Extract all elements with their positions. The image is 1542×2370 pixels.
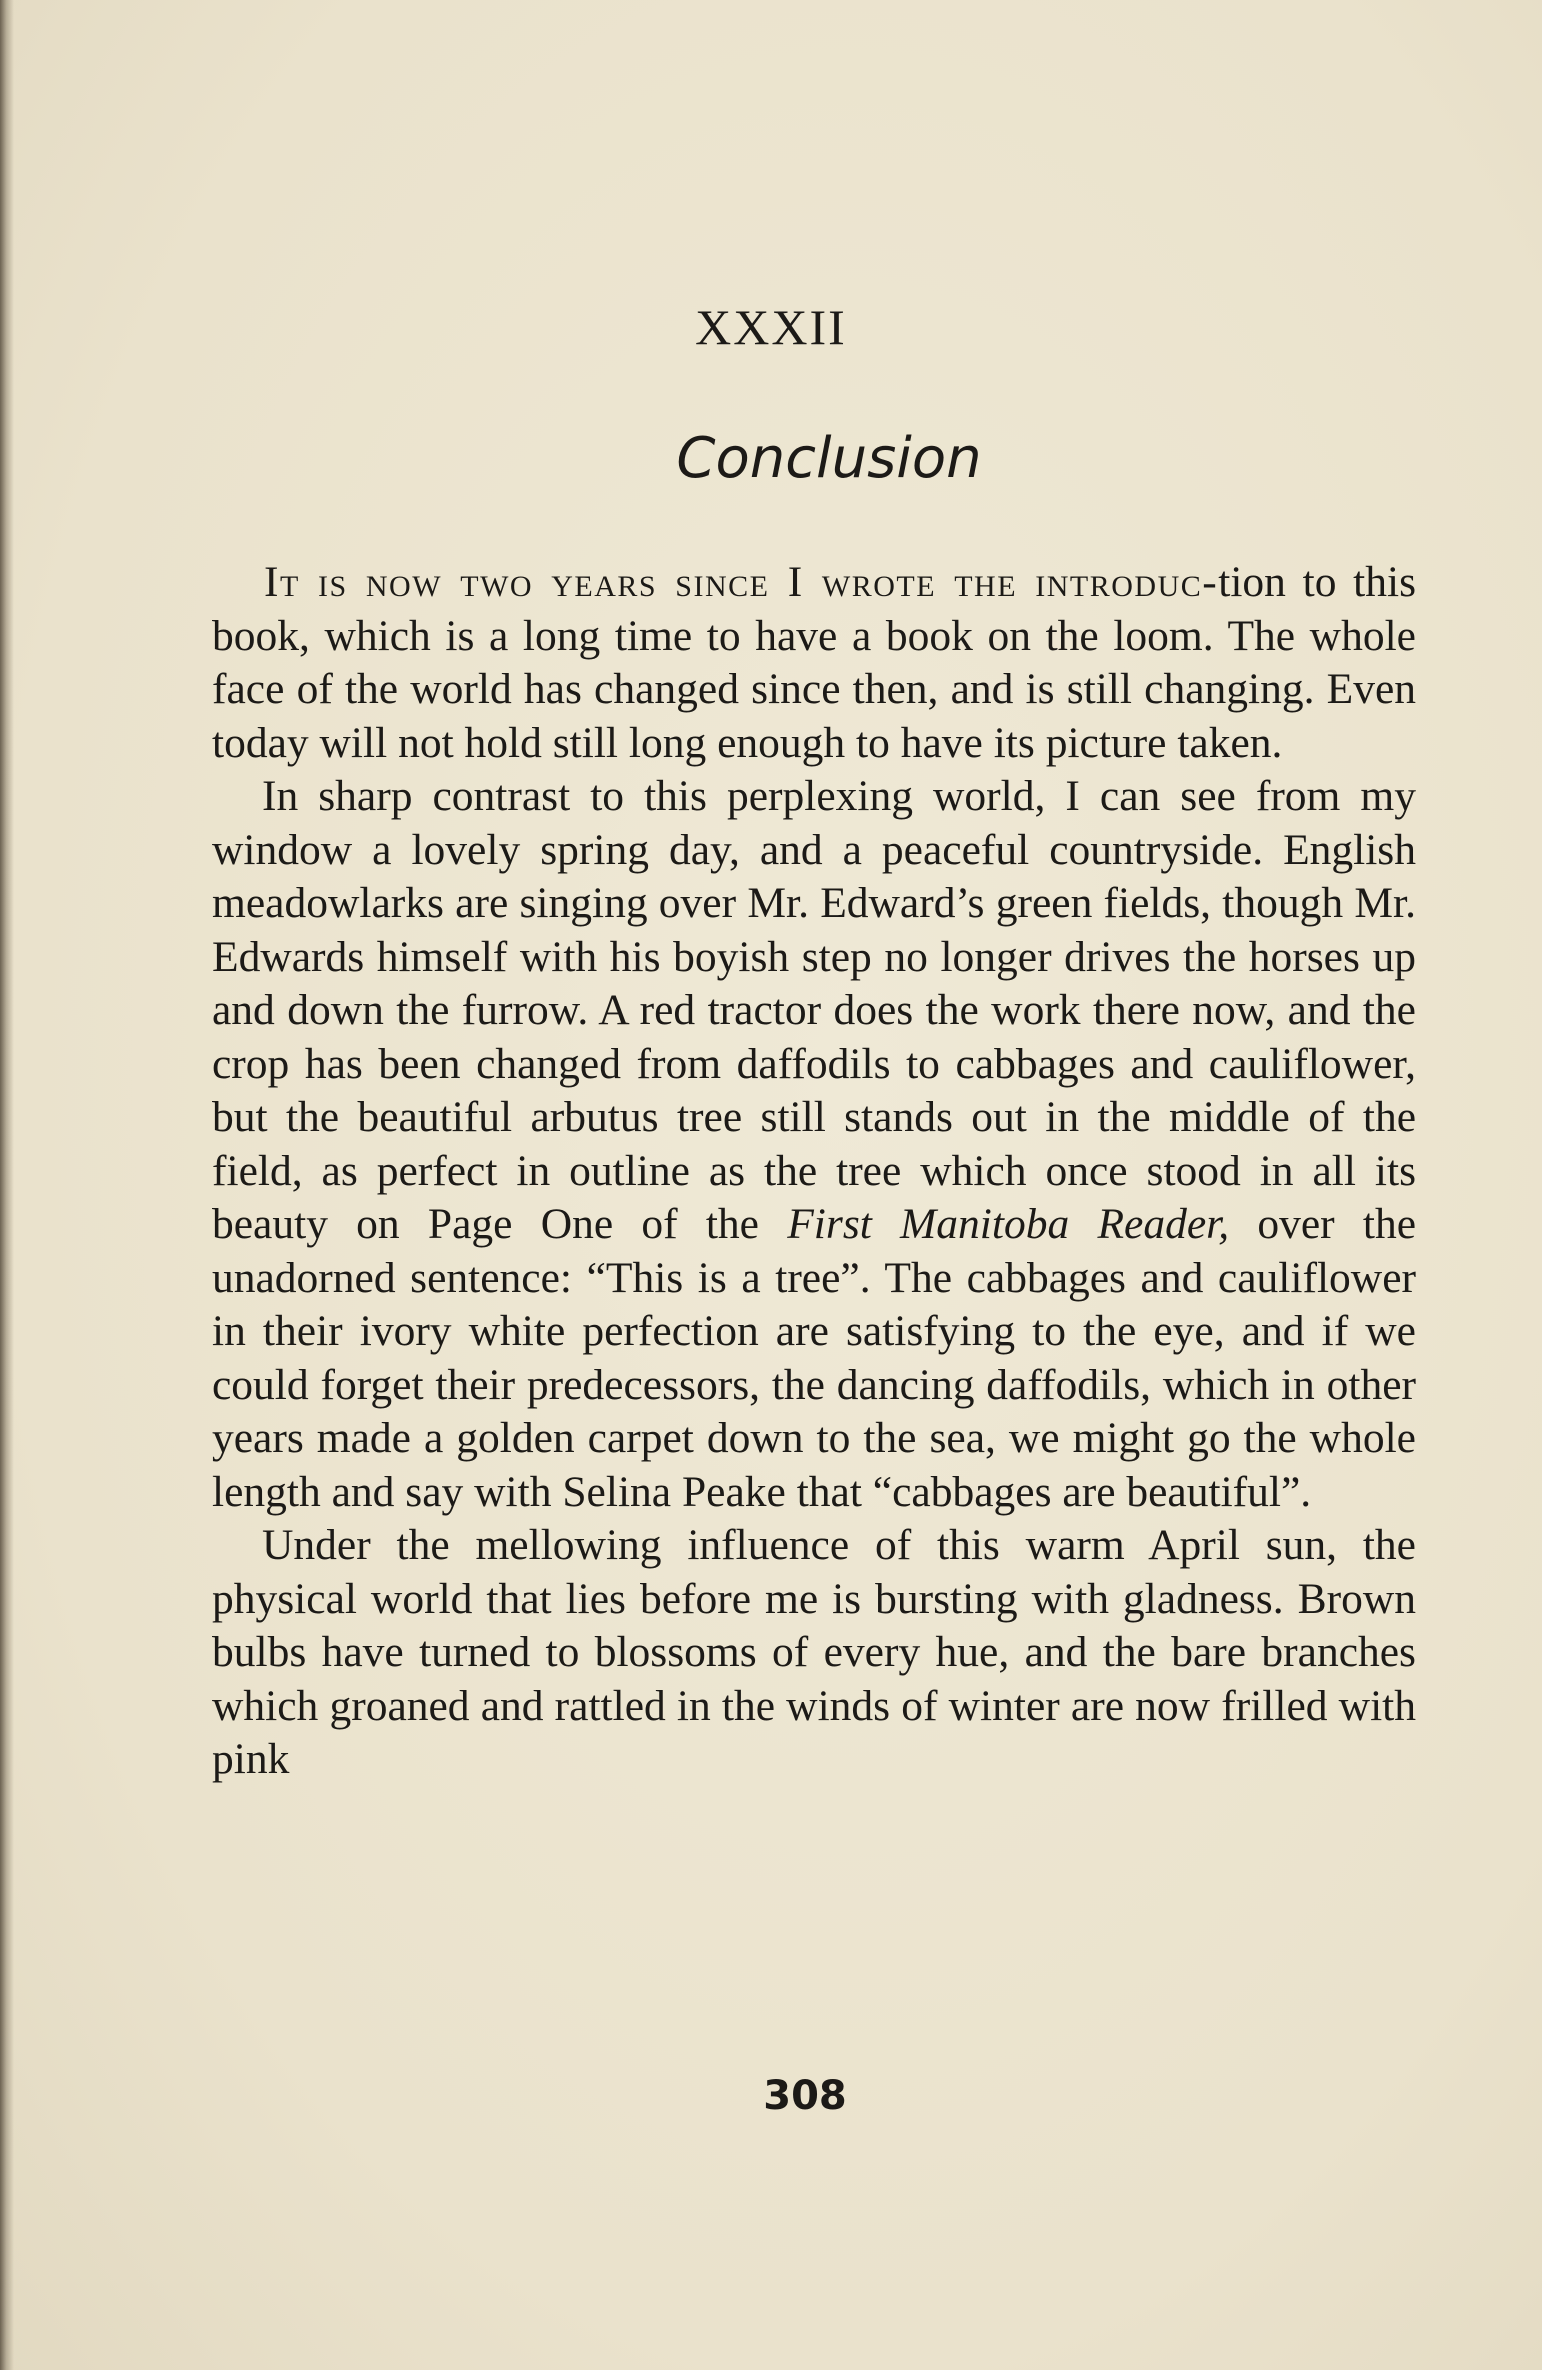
paragraph-3-text: Under the mellowing influence of this warm April sun, the physical world that lies before me is bursting with gladness. Brown bulbs have turned to blossoms of every hue, and the bare branches which groaned and rattled in the winds of winter are now frilled with pink (212, 1521, 1416, 1783)
paragraph-2 (212, 770, 1416, 1519)
paragraph-2-text-a: In sharp contrast to this perplexing world, I can see from my window a lovely spring day, and a peaceful countryside. English meadowlarks are singing over Mr. Edward’s green fields, though Mr. Edwards himself with his boyish step no longer drives the horses up and down the furrow. A red tractor does the work there now, and the crop has been changed from daffodils to cabbages and cauliflower, but the beautiful arbutus tree still stands out in the middle of the field, as perfect in outline as the tree which once stood in all its beauty on Page One of the (212, 772, 1416, 1248)
paragraph-3 (212, 1519, 1416, 1787)
paragraph-1 (212, 556, 1416, 770)
book-title-italic: First Manitoba Reader, (787, 1200, 1230, 1248)
paragraph-1-text: tion to this book, which is a long time to have a book on the loom. The whole face of the world has changed since then, and is still changing. Even today will not hold still long enough to have its picture taken. (212, 558, 1417, 767)
page-number: 308 (763, 2073, 847, 2119)
paragraph-2-text-b: over the unadorned sentence: “This is a tree”. The cabbages and cauliflower in their ivory white perfection are satisfying to the eye, and if we could forget their predecessors, the dancing daffodils, which in other years made a golden carpet down to the sea, we might go the whole length and say with Selina Peake that “cabbages are beautiful”. (212, 1200, 1417, 1516)
chapter-number: XXXII (695, 299, 847, 355)
chapter-body (212, 556, 1416, 1787)
opening-small-caps: It is now two years since I wrote the introduc- (264, 558, 1219, 606)
chapter-title: Conclusion (676, 426, 982, 491)
